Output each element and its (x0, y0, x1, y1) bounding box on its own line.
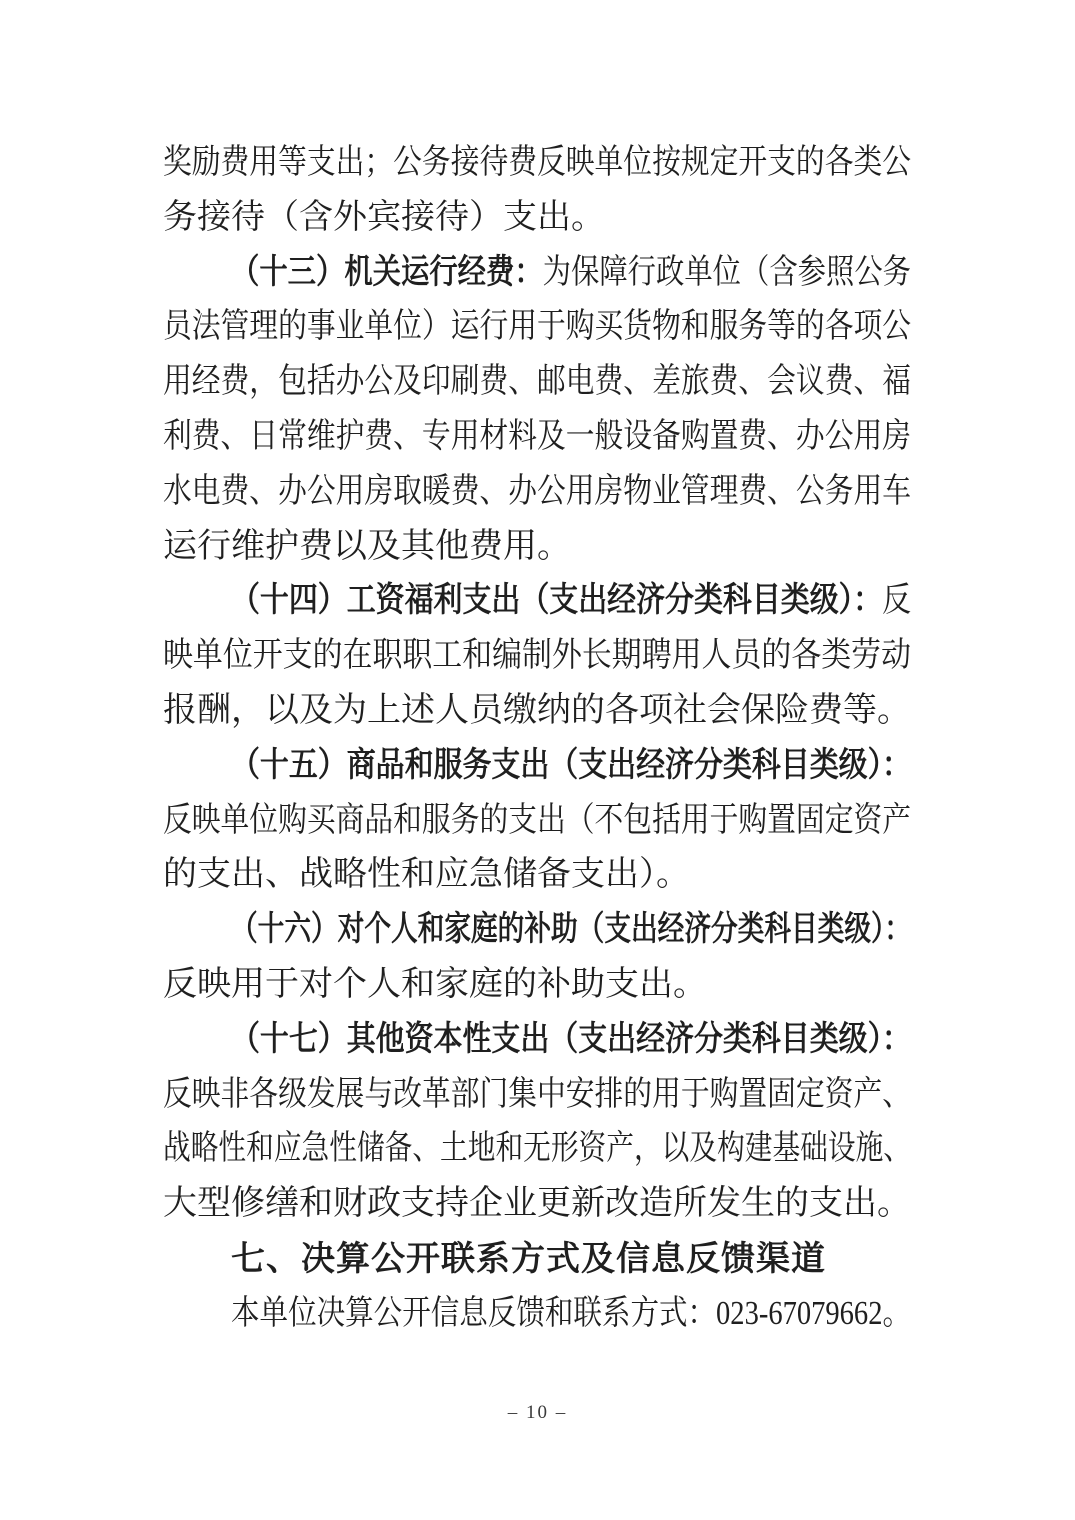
text-line (163, 410, 911, 465)
text-segment: 映单位开支的在职职工和编制外长期聘用人员的各类劳动 (163, 637, 911, 675)
text-line (163, 520, 911, 575)
section-heading (163, 1232, 911, 1287)
text-line-content (163, 1068, 911, 1123)
text-segment: 用经费，包括办公及印刷费、邮电费、差旅费、会议费、福 (163, 363, 911, 401)
text-line-content (163, 136, 911, 191)
bold-term: 七、决算公开联系方式及信息反馈渠道 (231, 1239, 826, 1278)
text-segment: 本单位决算公开信息反馈和联系方式：023-67079662。 (231, 1294, 911, 1332)
text-segment: 水电费、办公用房取暖费、办公用房物业管理费、公务用车 (163, 472, 911, 510)
text-line-content (163, 848, 690, 903)
text-line (163, 848, 911, 903)
text-line-content (163, 958, 707, 1013)
text-line-content (163, 794, 911, 849)
text-line-content (231, 574, 911, 629)
text-segment: 反映单位购买商品和服务的支出（不包括用于购置固定资产 (163, 801, 911, 839)
text-line-content (163, 355, 911, 410)
text-line-content (163, 1122, 911, 1177)
bold-term: （十六）对个人和家庭的补助（支出经济分类科目类级）： (231, 911, 911, 949)
text-line (163, 903, 911, 958)
text-line (163, 739, 911, 794)
text-line-content (231, 903, 911, 958)
text-line (163, 300, 911, 355)
text-segment: 务接待（含外宾接待）支出。 (163, 198, 605, 236)
text-line (163, 1177, 911, 1232)
text-segment: 战略性和应急性储备、土地和无形资产，以及构建基础设施、 (163, 1130, 911, 1168)
text-line-content (163, 300, 911, 355)
text-line (163, 246, 911, 301)
text-line (163, 794, 911, 849)
text-line-content (231, 1232, 826, 1287)
bold-term: （十三）机关运行经费： (231, 253, 543, 291)
text-segment: 的支出、战略性和应急储备支出）。 (163, 856, 690, 894)
bold-term: （十四）工资福利支出（支出经济分类科目类级）： (231, 582, 883, 620)
text-line-content (231, 246, 911, 301)
text-line (163, 684, 911, 739)
text-line-content (163, 410, 911, 465)
text-line-content (163, 1177, 911, 1232)
text-line-content (231, 739, 911, 794)
bold-term: （十七）其他资本性支出（支出经济分类科目类级）： (231, 1020, 911, 1058)
text-line (163, 1287, 911, 1342)
text-line (163, 574, 911, 629)
text-line (163, 191, 911, 246)
text-segment: 为保障行政单位（含参照公务 (542, 253, 911, 291)
bold-term: （十五）商品和服务支出（支出经济分类科目类级）： (231, 746, 911, 784)
text-line (163, 1068, 911, 1123)
text-segment: 奖励费用等支出；公务接待费反映单位按规定开支的各类公 (163, 144, 911, 181)
text-segment: 反 (882, 582, 911, 620)
text-line-content (163, 191, 605, 246)
text-line (163, 465, 911, 520)
text-line-content (163, 629, 911, 684)
text-segment: 利费、日常维护费、专用材料及一般设备购置费、办公用房 (163, 417, 911, 455)
text-line-content (163, 684, 911, 739)
text-line (163, 355, 911, 410)
text-line-content (231, 1013, 911, 1068)
text-line (163, 136, 911, 191)
text-line-content (163, 465, 911, 520)
text-segment: 报酬，以及为上述人员缴纳的各项社会保险费等。 (163, 691, 911, 729)
text-segment: 反映非各级发展与改革部门集中安排的用于购置固定资产、 (163, 1075, 911, 1113)
text-line (163, 629, 911, 684)
text-line (163, 958, 911, 1013)
text-segment: 运行维护费以及其他费用。 (163, 527, 571, 565)
document-body (163, 136, 911, 1342)
page-number: – 10 – (507, 1402, 568, 1423)
text-line-content (231, 1287, 911, 1342)
text-line (163, 1122, 911, 1177)
text-segment: 反映用于对个人和家庭的补助支出。 (163, 965, 707, 1003)
text-line-content (163, 520, 571, 575)
text-segment: 员法管理的事业单位）运行用于购买货物和服务等的各项公 (163, 308, 911, 346)
text-line (163, 1013, 911, 1068)
text-segment: 大型修缮和财政支持企业更新改造所发生的支出。 (163, 1185, 911, 1223)
